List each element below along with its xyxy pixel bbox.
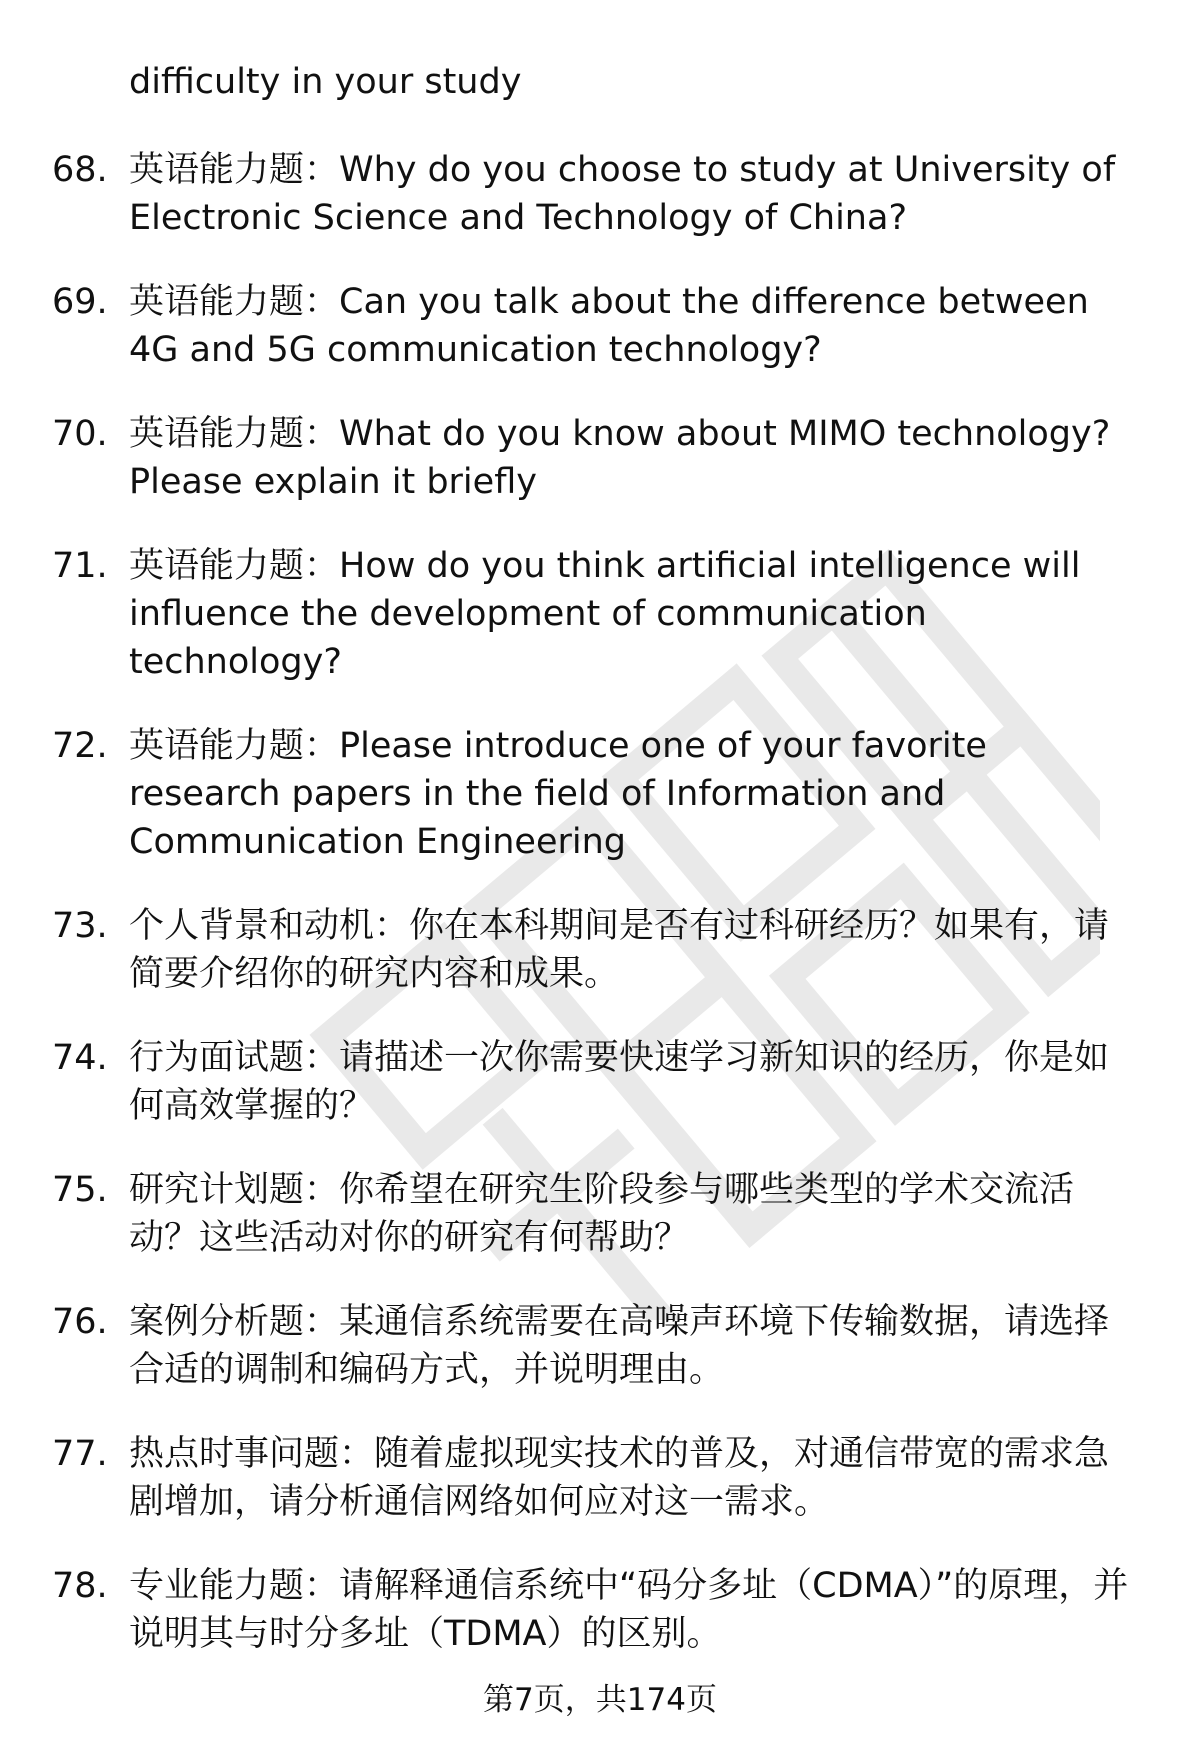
question-item	[0, 1166, 1200, 1262]
question-number: 73.	[52, 906, 108, 946]
question-text: 英语能力题：What do you know about MIMO technology? Please explain it briefly	[129, 414, 1111, 502]
question-text: 英语能力题：Please introduce one of your favorite research papers in the field of Information and Communication Engineering	[129, 726, 987, 862]
question-item	[0, 722, 1200, 866]
question-number: 77.	[52, 1434, 108, 1474]
question-item	[0, 1034, 1200, 1130]
question-number: 69.	[52, 282, 108, 322]
question-text: 案例分析题：某通信系统需要在高噪声环境下传输数据，请选择合适的调制和编码方式，并说明理由。	[129, 1302, 1110, 1390]
question-text: 研究计划题：你希望在研究生阶段参与哪些类型的学术交流活动？这些活动对你的研究有何帮助？	[129, 1170, 1075, 1258]
question-text: 英语能力题：Can you talk about the difference between 4G and 5G communication technology?	[129, 282, 1089, 370]
question-list	[0, 146, 1200, 1694]
question-text: 热点时事问题：随着虚拟现实技术的普及，对通信带宽的需求急剧增加，请分析通信网络如何应对这一需求。	[129, 1434, 1110, 1522]
page-footer: 第7页，共174页	[483, 1682, 717, 1718]
question-number: 72.	[52, 726, 108, 766]
question-number: 78.	[52, 1566, 108, 1606]
question-number: 71.	[52, 546, 108, 586]
question-item	[0, 278, 1200, 374]
question-text: 专业能力题：请解释通信系统中“码分多址（CDMA）”的原理，并说明其与时分多址（TDMA）的区别。	[129, 1566, 1129, 1654]
question-item	[0, 410, 1200, 506]
question-text: 英语能力题：How do you think artificial intelligence will influence the development of communication technology?	[129, 546, 1081, 682]
question-number: 68.	[52, 150, 108, 190]
question-number: 70.	[52, 414, 108, 454]
question-item	[0, 1430, 1200, 1526]
question-item	[0, 1298, 1200, 1394]
question-number: 76.	[52, 1302, 108, 1342]
question-item	[0, 542, 1200, 686]
question-text: 行为面试题：请描述一次你需要快速学习新知识的经历，你是如何高效掌握的？	[129, 1038, 1110, 1126]
continuation-text: difficulty in your study	[129, 62, 522, 102]
question-item	[0, 146, 1200, 242]
question-text: 个人背景和动机：你在本科期间是否有过科研经历？如果有，请简要介绍你的研究内容和成果。	[129, 906, 1110, 994]
question-number: 75.	[52, 1170, 108, 1210]
question-text: 英语能力题：Why do you choose to study at University of Electronic Science and Technology of China?	[129, 150, 1116, 238]
question-item	[0, 902, 1200, 998]
question-number: 74.	[52, 1038, 108, 1078]
question-item	[0, 1562, 1200, 1658]
